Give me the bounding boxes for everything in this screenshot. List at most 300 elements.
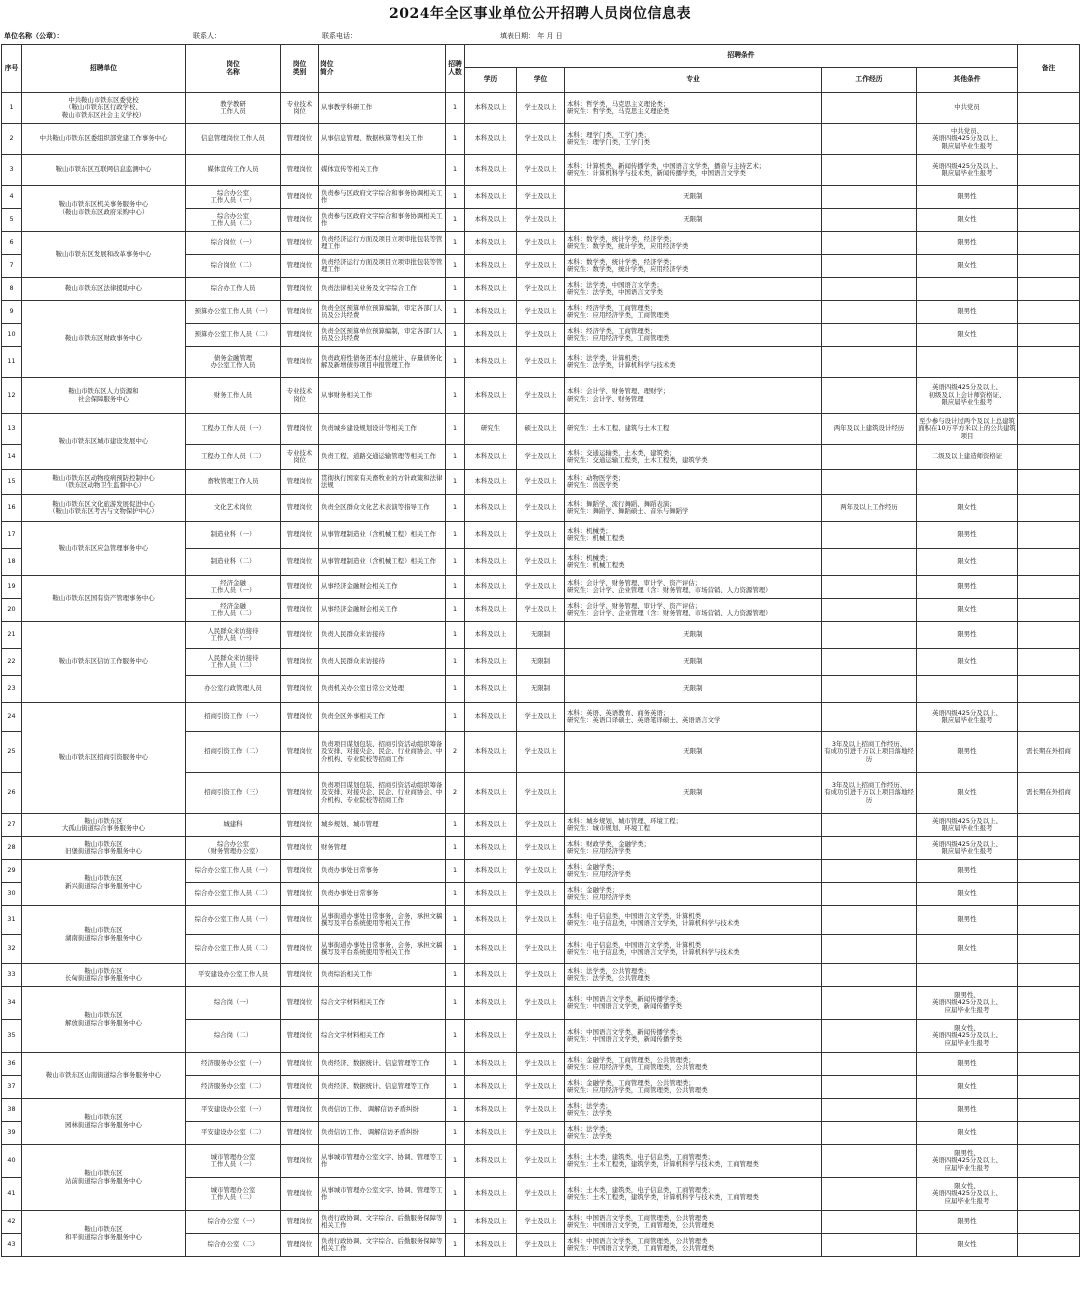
- remark: [1018, 209, 1080, 232]
- remark: [1018, 837, 1080, 860]
- other-conditions: 限女性: [917, 649, 1018, 676]
- experience: [822, 676, 917, 703]
- hire-count: 1: [446, 495, 465, 522]
- major: 本科：计算机类，新闻传播学类，中国语言文学类，播音与主持艺术； 研究生：计算机科学与技术类，新闻传播学类，中国语言文学类: [565, 155, 822, 186]
- phone-label: 联系电话：: [322, 32, 357, 40]
- education: 本科及以上: [465, 676, 517, 703]
- post-intro: 负责经济、数据统计、信息管理等工作: [319, 1076, 446, 1099]
- experience: [822, 209, 917, 232]
- remark: [1018, 1234, 1080, 1257]
- hire-count: 1: [446, 1076, 465, 1099]
- other-conditions: 限男性: [917, 732, 1018, 773]
- experience: [822, 324, 917, 347]
- education: 本科及以上: [465, 1020, 517, 1053]
- other-conditions: 英语四级425分及以上、 限应届毕业生报考: [917, 155, 1018, 186]
- post-intro: 负责经济、数据统计、信息管理等工作: [319, 1053, 446, 1076]
- post-intro: 从事财务相关工作: [319, 378, 446, 414]
- hire-count: 1: [446, 324, 465, 347]
- post-intro: 负责全区群众文化艺术表演等指导工作: [319, 495, 446, 522]
- table-row: [2, 232, 1080, 255]
- post-name: 综合岗（二）: [186, 1020, 281, 1053]
- major: 本科：经济学类，工商管理类； 研究生：应用经济学类，工商管理类: [565, 324, 822, 347]
- experience: [822, 124, 917, 155]
- other-conditions: 英语四级425分及以上、 限应届毕业生报考: [917, 837, 1018, 860]
- other-conditions: 限女性: [917, 1076, 1018, 1099]
- post-category: 管理岗位: [281, 1145, 319, 1178]
- remark: [1018, 703, 1080, 732]
- post-name: 平安建设办公室（二）: [186, 1122, 281, 1145]
- remark: [1018, 676, 1080, 703]
- post-name: 工程办工作人员（一）: [186, 414, 281, 445]
- post-name: 综合办公室（二）: [186, 1234, 281, 1257]
- post-name: 经济金融 工作人员（二）: [186, 599, 281, 622]
- major: 本科：城乡规划、城市管理、环境工程； 研究生：城市规划、环境工程: [565, 814, 822, 837]
- post-category: 管理岗位: [281, 860, 319, 883]
- degree: 硕士及以上: [517, 414, 565, 445]
- experience: [822, 860, 917, 883]
- hire-count: 1: [446, 860, 465, 883]
- recruiting-unit: 鞍山市铁东区国有资产管理事务中心: [22, 576, 186, 622]
- header-unit: 招聘单位: [22, 45, 186, 93]
- degree: 学士及以上: [517, 773, 565, 814]
- seq: 19: [2, 576, 22, 599]
- recruiting-unit: 鞍山市铁东区法律援助中心: [22, 278, 186, 301]
- other-conditions: 限女性: [917, 773, 1018, 814]
- major: 本科：舞蹈学、流行舞蹈、舞蹈表演； 研究生：舞蹈学、舞蹈硕士、音乐与舞蹈学: [565, 495, 822, 522]
- recruiting-unit: 鞍山市铁东区财政事务中心: [22, 301, 186, 378]
- remark: [1018, 445, 1080, 470]
- education: 本科及以上: [465, 703, 517, 732]
- degree: 学士及以上: [517, 1211, 565, 1234]
- table-row: [2, 93, 1080, 124]
- other-conditions: [917, 347, 1018, 378]
- post-intro: 从事管理制造业（含机械工程）相关工作: [319, 522, 446, 549]
- post-name: 综合岗位（一）: [186, 232, 281, 255]
- hire-count: 2: [446, 773, 465, 814]
- degree: 学士及以上: [517, 347, 565, 378]
- post-intro: 负责全区外事相关工作: [319, 703, 446, 732]
- education: 本科及以上: [465, 837, 517, 860]
- experience: [822, 522, 917, 549]
- major: 本科：法学类； 研究生：法学类: [565, 1122, 822, 1145]
- remark: [1018, 301, 1080, 324]
- education: 本科及以上: [465, 906, 517, 935]
- degree: 学士及以上: [517, 209, 565, 232]
- table-row: [2, 470, 1080, 495]
- experience: [822, 935, 917, 964]
- post-category: 管理岗位: [281, 732, 319, 773]
- degree: 学士及以上: [517, 883, 565, 906]
- header-education: 学历: [465, 68, 517, 93]
- degree: 学士及以上: [517, 93, 565, 124]
- post-name: 畜牧管理工作人员: [186, 470, 281, 495]
- hire-count: 1: [446, 964, 465, 987]
- recruiting-unit: 鞍山市铁东区山南街道综合事务服务中心: [22, 1053, 186, 1099]
- seq: 6: [2, 232, 22, 255]
- remark: [1018, 470, 1080, 495]
- degree: 学士及以上: [517, 301, 565, 324]
- post-name: 经济服务办公室（一）: [186, 1053, 281, 1076]
- experience: [822, 232, 917, 255]
- education: 本科及以上: [465, 773, 517, 814]
- experience: 两年及以上建筑设计经历: [822, 414, 917, 445]
- post-intro: 负责政府性债务还本付息统计、存量债务化解及新增债券项目申报管理工作: [319, 347, 446, 378]
- post-category: 管理岗位: [281, 470, 319, 495]
- major: 研究生：土木工程、建筑与土木工程: [565, 414, 822, 445]
- remark: [1018, 155, 1080, 186]
- seq: 31: [2, 906, 22, 935]
- post-category: 管理岗位: [281, 987, 319, 1020]
- degree: 学士及以上: [517, 964, 565, 987]
- seq: 3: [2, 155, 22, 186]
- post-intro: 从事街道办事处日常事务，会务，承担文稿撰写及平台系统使用等相关工作: [319, 906, 446, 935]
- hire-count: 1: [446, 676, 465, 703]
- post-name: 人民群众来访接待 工作人员（一）: [186, 622, 281, 649]
- seq: 33: [2, 964, 22, 987]
- post-intro: 负责行政协调、文字综合、后勤服务保障等相关工作: [319, 1211, 446, 1234]
- seq: 29: [2, 860, 22, 883]
- post-name: 招商引资工作（三）: [186, 773, 281, 814]
- hire-count: 1: [446, 1211, 465, 1234]
- seq: 15: [2, 470, 22, 495]
- seq: 37: [2, 1076, 22, 1099]
- education: 本科及以上: [465, 622, 517, 649]
- post-category: 管理岗位: [281, 414, 319, 445]
- degree: 学士及以上: [517, 1178, 565, 1211]
- other-conditions: 中共党员: [917, 93, 1018, 124]
- post-name: 综合办工作人员: [186, 278, 281, 301]
- post-category: 管理岗位: [281, 324, 319, 347]
- hire-count: 1: [446, 1020, 465, 1053]
- header-other: 其他条件: [917, 68, 1018, 93]
- post-name: 城建科: [186, 814, 281, 837]
- major: 本科：中国语言文学类，新闻传播学类； 研究生：中国语言文学类，新闻传播学类: [565, 1020, 822, 1053]
- seq: 10: [2, 324, 22, 347]
- experience: [822, 155, 917, 186]
- other-conditions: 至少参与设计过两个及以上总建筑面积在10万平方米以上的公共建筑项目: [917, 414, 1018, 445]
- post-name: 综合办公室 工作人员（二）: [186, 209, 281, 232]
- post-name: 工程办工作人员（二）: [186, 445, 281, 470]
- recruiting-unit: 鞍山市铁东区 湖南街道综合事务服务中心: [22, 906, 186, 964]
- post-category: 管理岗位: [281, 837, 319, 860]
- other-conditions: 限男性: [917, 1211, 1018, 1234]
- recruiting-unit: 鞍山市铁东区 大孤山街道综合事务服务中心: [22, 814, 186, 837]
- experience: [822, 1053, 917, 1076]
- table-row: [2, 522, 1080, 549]
- post-category: 管理岗位: [281, 935, 319, 964]
- seq: 34: [2, 987, 22, 1020]
- major: 本科：中国语言文学类，新闻传播学类； 研究生：中国语言文学类，新闻传播学类: [565, 987, 822, 1020]
- hire-count: 1: [446, 278, 465, 301]
- seq: 42: [2, 1211, 22, 1234]
- recruiting-unit: 鞍山市铁东区信访工作服务中心: [22, 622, 186, 703]
- major: 无限制: [565, 732, 822, 773]
- seq: 36: [2, 1053, 22, 1076]
- other-conditions: [917, 470, 1018, 495]
- experience: [822, 1211, 917, 1234]
- post-category: 管理岗位: [281, 1099, 319, 1122]
- hire-count: 1: [446, 1099, 465, 1122]
- hire-count: 1: [446, 935, 465, 964]
- post-category: 管理岗位: [281, 522, 319, 549]
- post-name: 综合办公室工作人员（一）: [186, 860, 281, 883]
- other-conditions: [917, 278, 1018, 301]
- post-category: 管理岗位: [281, 255, 319, 278]
- degree: 无限制: [517, 649, 565, 676]
- major: 无限制: [565, 186, 822, 209]
- post-intro: 负责人民群众来访接待: [319, 649, 446, 676]
- post-category: 专业技术 岗位: [281, 378, 319, 414]
- major: 本科：法学类，计算机类； 研究生：法学类，计算机科学与技术类: [565, 347, 822, 378]
- post-category: 管理岗位: [281, 1053, 319, 1076]
- degree: 学士及以上: [517, 1020, 565, 1053]
- seq: 35: [2, 1020, 22, 1053]
- post-intro: 财务管理: [319, 837, 446, 860]
- post-intro: 负责城乡建设规划设计等相关工作: [319, 414, 446, 445]
- hire-count: 1: [446, 649, 465, 676]
- recruiting-unit: 鞍山市铁东区发展和改革事务中心: [22, 232, 186, 278]
- major: 本科：经济学类，工商管理类； 研究生：应用经济学类，工商管理类: [565, 301, 822, 324]
- education: 本科及以上: [465, 1178, 517, 1211]
- other-conditions: 限女性: [917, 209, 1018, 232]
- post-intro: 负责行政协调、文字综合、后勤服务保障等相关工作: [319, 1234, 446, 1257]
- education: 本科及以上: [465, 186, 517, 209]
- header-degree: 学位: [517, 68, 565, 93]
- remark: [1018, 1099, 1080, 1122]
- header-intro: 岗位 简介: [319, 45, 446, 93]
- post-intro: 负责信访工作、 调解信访矛盾纠纷: [319, 1122, 446, 1145]
- post-intro: 负责办事处日常事务: [319, 860, 446, 883]
- seq: 26: [2, 773, 22, 814]
- education: 本科及以上: [465, 814, 517, 837]
- table-row: [2, 964, 1080, 987]
- experience: [822, 1076, 917, 1099]
- header-post: 岗位 名称: [186, 45, 281, 93]
- degree: 无限制: [517, 622, 565, 649]
- post-name: 平安建设办公室工作人员: [186, 964, 281, 987]
- hire-count: 1: [446, 906, 465, 935]
- other-conditions: [917, 676, 1018, 703]
- post-intro: 从事城市管理办公室文字、协调、管理等工作: [319, 1145, 446, 1178]
- post-category: 管理岗位: [281, 964, 319, 987]
- post-intro: 负责经济运行方面及项目立项审批包装等管理工作: [319, 255, 446, 278]
- major: 本科：机械类； 研究生：机械工程类: [565, 549, 822, 576]
- remark: [1018, 987, 1080, 1020]
- post-intro: 负责人民群众来访接待: [319, 622, 446, 649]
- hire-count: 1: [446, 1145, 465, 1178]
- post-category: 管理岗位: [281, 703, 319, 732]
- post-name: 综合办公室工作人员（二）: [186, 883, 281, 906]
- other-conditions: 限女性: [917, 599, 1018, 622]
- other-conditions: 限男性: [917, 522, 1018, 549]
- remark: [1018, 278, 1080, 301]
- post-category: 管理岗位: [281, 155, 319, 186]
- table-row: [2, 1145, 1080, 1178]
- remark: [1018, 1076, 1080, 1099]
- recruiting-unit: 鞍山市铁东区招商引资服务中心: [22, 703, 186, 814]
- hire-count: 1: [446, 576, 465, 599]
- other-conditions: 限男性: [917, 622, 1018, 649]
- other-conditions: 限女性: [917, 255, 1018, 278]
- hire-count: 1: [446, 622, 465, 649]
- education: 本科及以上: [465, 860, 517, 883]
- post-category: 管理岗位: [281, 209, 319, 232]
- degree: 学士及以上: [517, 124, 565, 155]
- major: 本科：法学类，中国语言文学类； 研究生：法学类，中国语言文学类: [565, 278, 822, 301]
- major: 本科：理学门类，工学门类； 研究生：理学门类，工学门类: [565, 124, 822, 155]
- hire-count: 1: [446, 883, 465, 906]
- post-intro: 负责法律相关业务及文字综合工作: [319, 278, 446, 301]
- seq: 2: [2, 124, 22, 155]
- recruiting-unit: 鞍山市铁东区 旧堡街道综合事务服务中心: [22, 837, 186, 860]
- degree: 学士及以上: [517, 1122, 565, 1145]
- other-conditions: 限男性: [917, 1099, 1018, 1122]
- education: 本科及以上: [465, 1053, 517, 1076]
- post-category: 管理岗位: [281, 906, 319, 935]
- education: 本科及以上: [465, 987, 517, 1020]
- post-name: 制造业科（一）: [186, 522, 281, 549]
- header-seq: 序号: [2, 45, 22, 93]
- other-conditions: 限男性: [917, 1053, 1018, 1076]
- recruiting-unit: 鞍山市铁东区 解放街道综合事务服务中心: [22, 987, 186, 1053]
- other-conditions: 限女性: [917, 549, 1018, 576]
- post-intro: 负责经济运行方面及项目立项审批包装等管理工作: [319, 232, 446, 255]
- post-category: 管理岗位: [281, 124, 319, 155]
- experience: [822, 1145, 917, 1178]
- remark: [1018, 1020, 1080, 1053]
- seq: 11: [2, 347, 22, 378]
- header-remark: 备注: [1018, 45, 1080, 93]
- major: 本科：会计学、财务管理、审计学、资产评估； 研究生：会计学、企业管理（含：财务管理、市场营销、人力资源管理）: [565, 576, 822, 599]
- hire-count: 1: [446, 1053, 465, 1076]
- seq: 12: [2, 378, 22, 414]
- experience: [822, 622, 917, 649]
- degree: 学士及以上: [517, 1099, 565, 1122]
- other-conditions: 英语四级425分及以上、 限应届毕业生报考: [917, 703, 1018, 732]
- post-name: 财务工作人员: [186, 378, 281, 414]
- post-name: 信息管理岗位工作人员: [186, 124, 281, 155]
- degree: 学士及以上: [517, 1234, 565, 1257]
- experience: [822, 814, 917, 837]
- hire-count: 1: [446, 1234, 465, 1257]
- education: 本科及以上: [465, 964, 517, 987]
- other-conditions: 限女性: [917, 935, 1018, 964]
- seq: 1: [2, 93, 22, 124]
- seq: 39: [2, 1122, 22, 1145]
- education: 研究生: [465, 414, 517, 445]
- table-row: [2, 576, 1080, 599]
- remark: [1018, 324, 1080, 347]
- seq: 8: [2, 278, 22, 301]
- post-intro: 从事教学科研工作: [319, 93, 446, 124]
- hire-count: 1: [446, 414, 465, 445]
- education: 本科及以上: [465, 155, 517, 186]
- seq: 5: [2, 209, 22, 232]
- major: 无限制: [565, 649, 822, 676]
- degree: 学士及以上: [517, 732, 565, 773]
- degree: 学士及以上: [517, 324, 565, 347]
- education: 本科及以上: [465, 1122, 517, 1145]
- hire-count: 1: [446, 209, 465, 232]
- education: 本科及以上: [465, 445, 517, 470]
- post-category: 管理岗位: [281, 883, 319, 906]
- major: 本科：哲学类，马克思主义理论类； 研究生：哲学类，马克思主义理论类: [565, 93, 822, 124]
- recruiting-unit: 鞍山市铁东区 站前街道综合事务服务中心: [22, 1145, 186, 1211]
- post-name: 综合岗（一）: [186, 987, 281, 1020]
- experience: [822, 599, 917, 622]
- table-row: [2, 186, 1080, 209]
- degree: 学士及以上: [517, 860, 565, 883]
- degree: 学士及以上: [517, 445, 565, 470]
- post-category: 管理岗位: [281, 495, 319, 522]
- header-major: 专业: [565, 68, 822, 93]
- experience: 两年及以上工作经历: [822, 495, 917, 522]
- table-row: [2, 1211, 1080, 1234]
- post-intro: 负责机关办公室日常公文处理: [319, 676, 446, 703]
- post-intro: 负责全区预算单位预算编制，审定各部门人员及公共经费: [319, 301, 446, 324]
- post-category: 管理岗位: [281, 1020, 319, 1053]
- remark: [1018, 935, 1080, 964]
- recruiting-unit: 鞍山市铁东区互联网信息监测中心: [22, 155, 186, 186]
- post-intro: 负责项目谋划包装、招商引资活动组织筹备及安排、对接央企、民企、行业商协会、中介机构、专业院校等招商工作: [319, 773, 446, 814]
- post-category: 管理岗位: [281, 576, 319, 599]
- post-category: 管理岗位: [281, 232, 319, 255]
- remark: [1018, 495, 1080, 522]
- seq: 13: [2, 414, 22, 445]
- other-conditions: 限男性: [917, 232, 1018, 255]
- major: 本科：法学类； 研究生：法学类: [565, 1099, 822, 1122]
- post-category: 管理岗位: [281, 599, 319, 622]
- seq: 17: [2, 522, 22, 549]
- table-row: [2, 301, 1080, 324]
- remark: [1018, 378, 1080, 414]
- education: 本科及以上: [465, 522, 517, 549]
- recruiting-unit: 鞍山市铁东区动物疫病预防控制中心 （铁东区动物卫生监督中心）: [22, 470, 186, 495]
- hire-count: 1: [446, 470, 465, 495]
- table-row: [2, 703, 1080, 732]
- remark: [1018, 1211, 1080, 1234]
- post-category: 管理岗位: [281, 186, 319, 209]
- experience: [822, 1020, 917, 1053]
- other-conditions: 限男性: [917, 860, 1018, 883]
- major: 本科：法学类，公共管理类； 研究生：法学类，公共管理类: [565, 964, 822, 987]
- post-intro: 负责办事处日常事务: [319, 883, 446, 906]
- post-intro: 负责综治相关工作: [319, 964, 446, 987]
- table-row: [2, 906, 1080, 935]
- post-name: 综合办公室 （财务管理办公室）: [186, 837, 281, 860]
- remark: [1018, 124, 1080, 155]
- post-intro: 媒体宣传等相关工作: [319, 155, 446, 186]
- remark: [1018, 93, 1080, 124]
- degree: 学士及以上: [517, 378, 565, 414]
- education: 本科及以上: [465, 1234, 517, 1257]
- seq: 16: [2, 495, 22, 522]
- major: 无限制: [565, 676, 822, 703]
- experience: [822, 964, 917, 987]
- remark: [1018, 649, 1080, 676]
- education: 本科及以上: [465, 301, 517, 324]
- other-conditions: 英语四级425分及以上、 初级及以上会计师资格证、 限应届毕业生报考: [917, 378, 1018, 414]
- education: 本科及以上: [465, 599, 517, 622]
- experience: 3年及以上招商工作经历、 有成功引进千万以上项目落地经历: [822, 773, 917, 814]
- recruiting-unit: 鞍山市铁东区人力资源和 社会保障服务中心: [22, 378, 186, 414]
- experience: [822, 1099, 917, 1122]
- hire-count: 1: [446, 347, 465, 378]
- degree: 学士及以上: [517, 522, 565, 549]
- other-conditions: 限女性: [917, 324, 1018, 347]
- table-row: [2, 814, 1080, 837]
- experience: [822, 255, 917, 278]
